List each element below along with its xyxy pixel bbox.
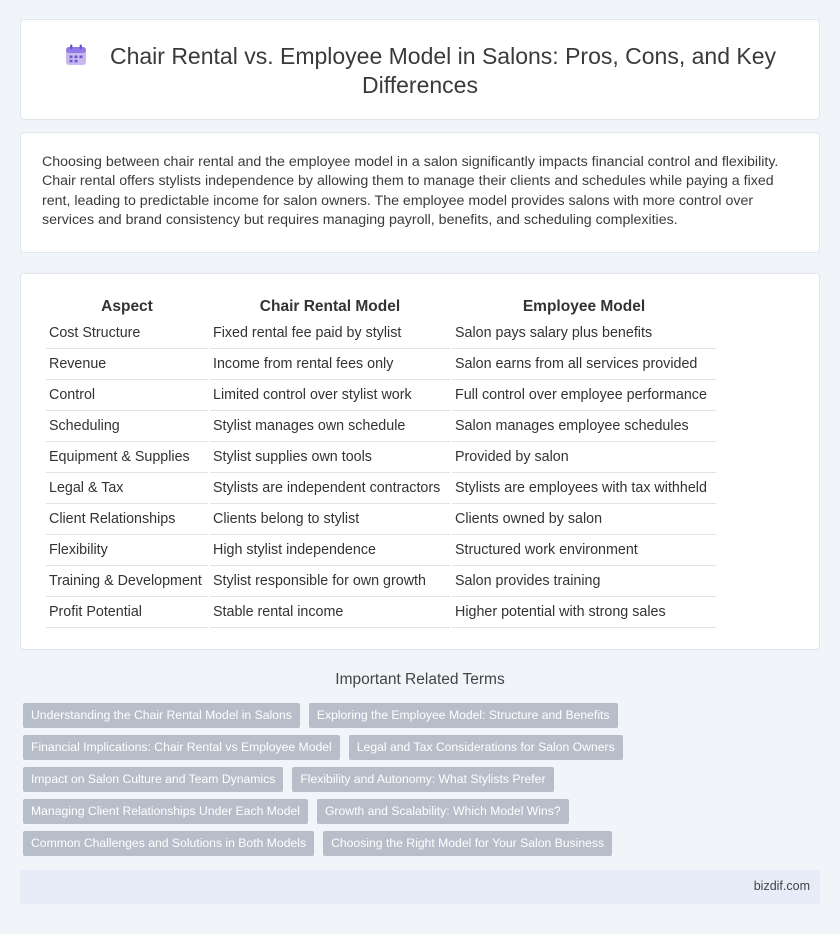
related-term-tag[interactable]: Exploring the Employee Model: Structure and Benefits: [309, 703, 618, 728]
table-cell: Flexibility: [46, 535, 208, 566]
tag-row: [23, 767, 813, 799]
table-cell: Fixed rental fee paid by stylist: [210, 318, 450, 349]
tag-row: [23, 831, 813, 863]
related-term-tag[interactable]: Managing Client Relationships Under Each Model: [23, 799, 308, 824]
table-row: [46, 318, 716, 349]
header-employee: Employee Model: [522, 298, 646, 315]
related-term-tag[interactable]: Flexibility and Autonomy: What Stylists Prefer: [292, 767, 553, 792]
related-term-tag[interactable]: Growth and Scalability: Which Model Wins?: [317, 799, 569, 824]
table-cell: Control: [46, 380, 208, 411]
table-cell: Stylists are independent contractors: [210, 473, 450, 504]
table-cell: Stylist responsible for own growth: [210, 566, 450, 597]
table-cell: Stylist manages own schedule: [210, 411, 450, 442]
header-card: [20, 19, 820, 120]
header-aspect: Aspect: [101, 298, 153, 315]
tag-row: [23, 799, 813, 831]
comparison-table: [44, 296, 718, 628]
tag-row: [23, 735, 813, 767]
table-header-row: [46, 296, 716, 318]
table-row: [46, 535, 716, 566]
table-cell: Salon manages employee schedules: [452, 411, 716, 442]
table-row: [46, 566, 716, 597]
table-cell: Training & Development: [46, 566, 208, 597]
calendar-icon: [64, 43, 88, 67]
intro-card: [20, 132, 820, 253]
table-cell: Full control over employee performance: [452, 380, 716, 411]
table-cell: High stylist independence: [210, 535, 450, 566]
table-cell: Stylist supplies own tools: [210, 442, 450, 473]
comparison-card: [20, 273, 820, 650]
table-cell: Cost Structure: [46, 318, 208, 349]
table-cell: Stylists are employees with tax withheld: [452, 473, 716, 504]
related-term-tag[interactable]: Understanding the Chair Rental Model in Salons: [23, 703, 300, 728]
page-title-block: [51, 42, 789, 100]
related-term-tag[interactable]: Financial Implications: Chair Rental vs Employee Model: [23, 735, 340, 760]
table-cell: Provided by salon: [452, 442, 716, 473]
table-cell: Structured work environment: [452, 535, 716, 566]
table-cell: Profit Potential: [46, 597, 208, 628]
table-cell: Stable rental income: [210, 597, 450, 628]
table-cell: Salon earns from all services provided: [452, 349, 716, 380]
related-term-tag[interactable]: Choosing the Right Model for Your Salon Business: [323, 831, 612, 856]
table-row: [46, 442, 716, 473]
related-term-tag[interactable]: Common Challenges and Solutions in Both Models: [23, 831, 314, 856]
table-row: [46, 349, 716, 380]
related-term-tag[interactable]: Impact on Salon Culture and Team Dynamics: [23, 767, 283, 792]
tag-row: [23, 703, 813, 735]
footer-site-link[interactable]: bizdif.com: [753, 879, 810, 893]
related-terms-title: Important Related Terms: [335, 671, 505, 688]
table-cell: Clients owned by salon: [452, 504, 716, 535]
table-row: [46, 411, 716, 442]
table-cell: Salon pays salary plus benefits: [452, 318, 716, 349]
table-cell: Scheduling: [46, 411, 208, 442]
table-cell: Clients belong to stylist: [210, 504, 450, 535]
table-cell: Legal & Tax: [46, 473, 208, 504]
footer: [20, 870, 820, 904]
table-row: [46, 597, 716, 628]
table-cell: Revenue: [46, 349, 208, 380]
intro-paragraph: Choosing between chair rental and the employee model in a salon significantly impacts financial control and flexibility. Chair rental offers stylists independence by allowing them to manage their clients and schedules while paying a fixed rent, leading to predictable income for salon owners. The employee model provides salons with more control over services and brand consistency but requires managing payroll, benefits, and scheduling complexities.: [42, 154, 779, 228]
table-row: [46, 504, 716, 535]
page-title: Chair Rental vs. Employee Model in Salons: Pros, Cons, and Key Differences: [109, 43, 777, 98]
table-cell: Higher potential with strong sales: [452, 597, 716, 628]
table-row: [46, 473, 716, 504]
table-cell: Limited control over stylist work: [210, 380, 450, 411]
table-row: [46, 380, 716, 411]
table-cell: Client Relationships: [46, 504, 208, 535]
table-cell: Equipment & Supplies: [46, 442, 208, 473]
table-cell: Income from rental fees only: [210, 349, 450, 380]
related-term-tag[interactable]: Legal and Tax Considerations for Salon Owners: [349, 735, 623, 760]
header-chair-rental: Chair Rental Model: [259, 298, 401, 315]
related-terms-list: [23, 703, 813, 863]
table-cell: Salon provides training: [452, 566, 716, 597]
